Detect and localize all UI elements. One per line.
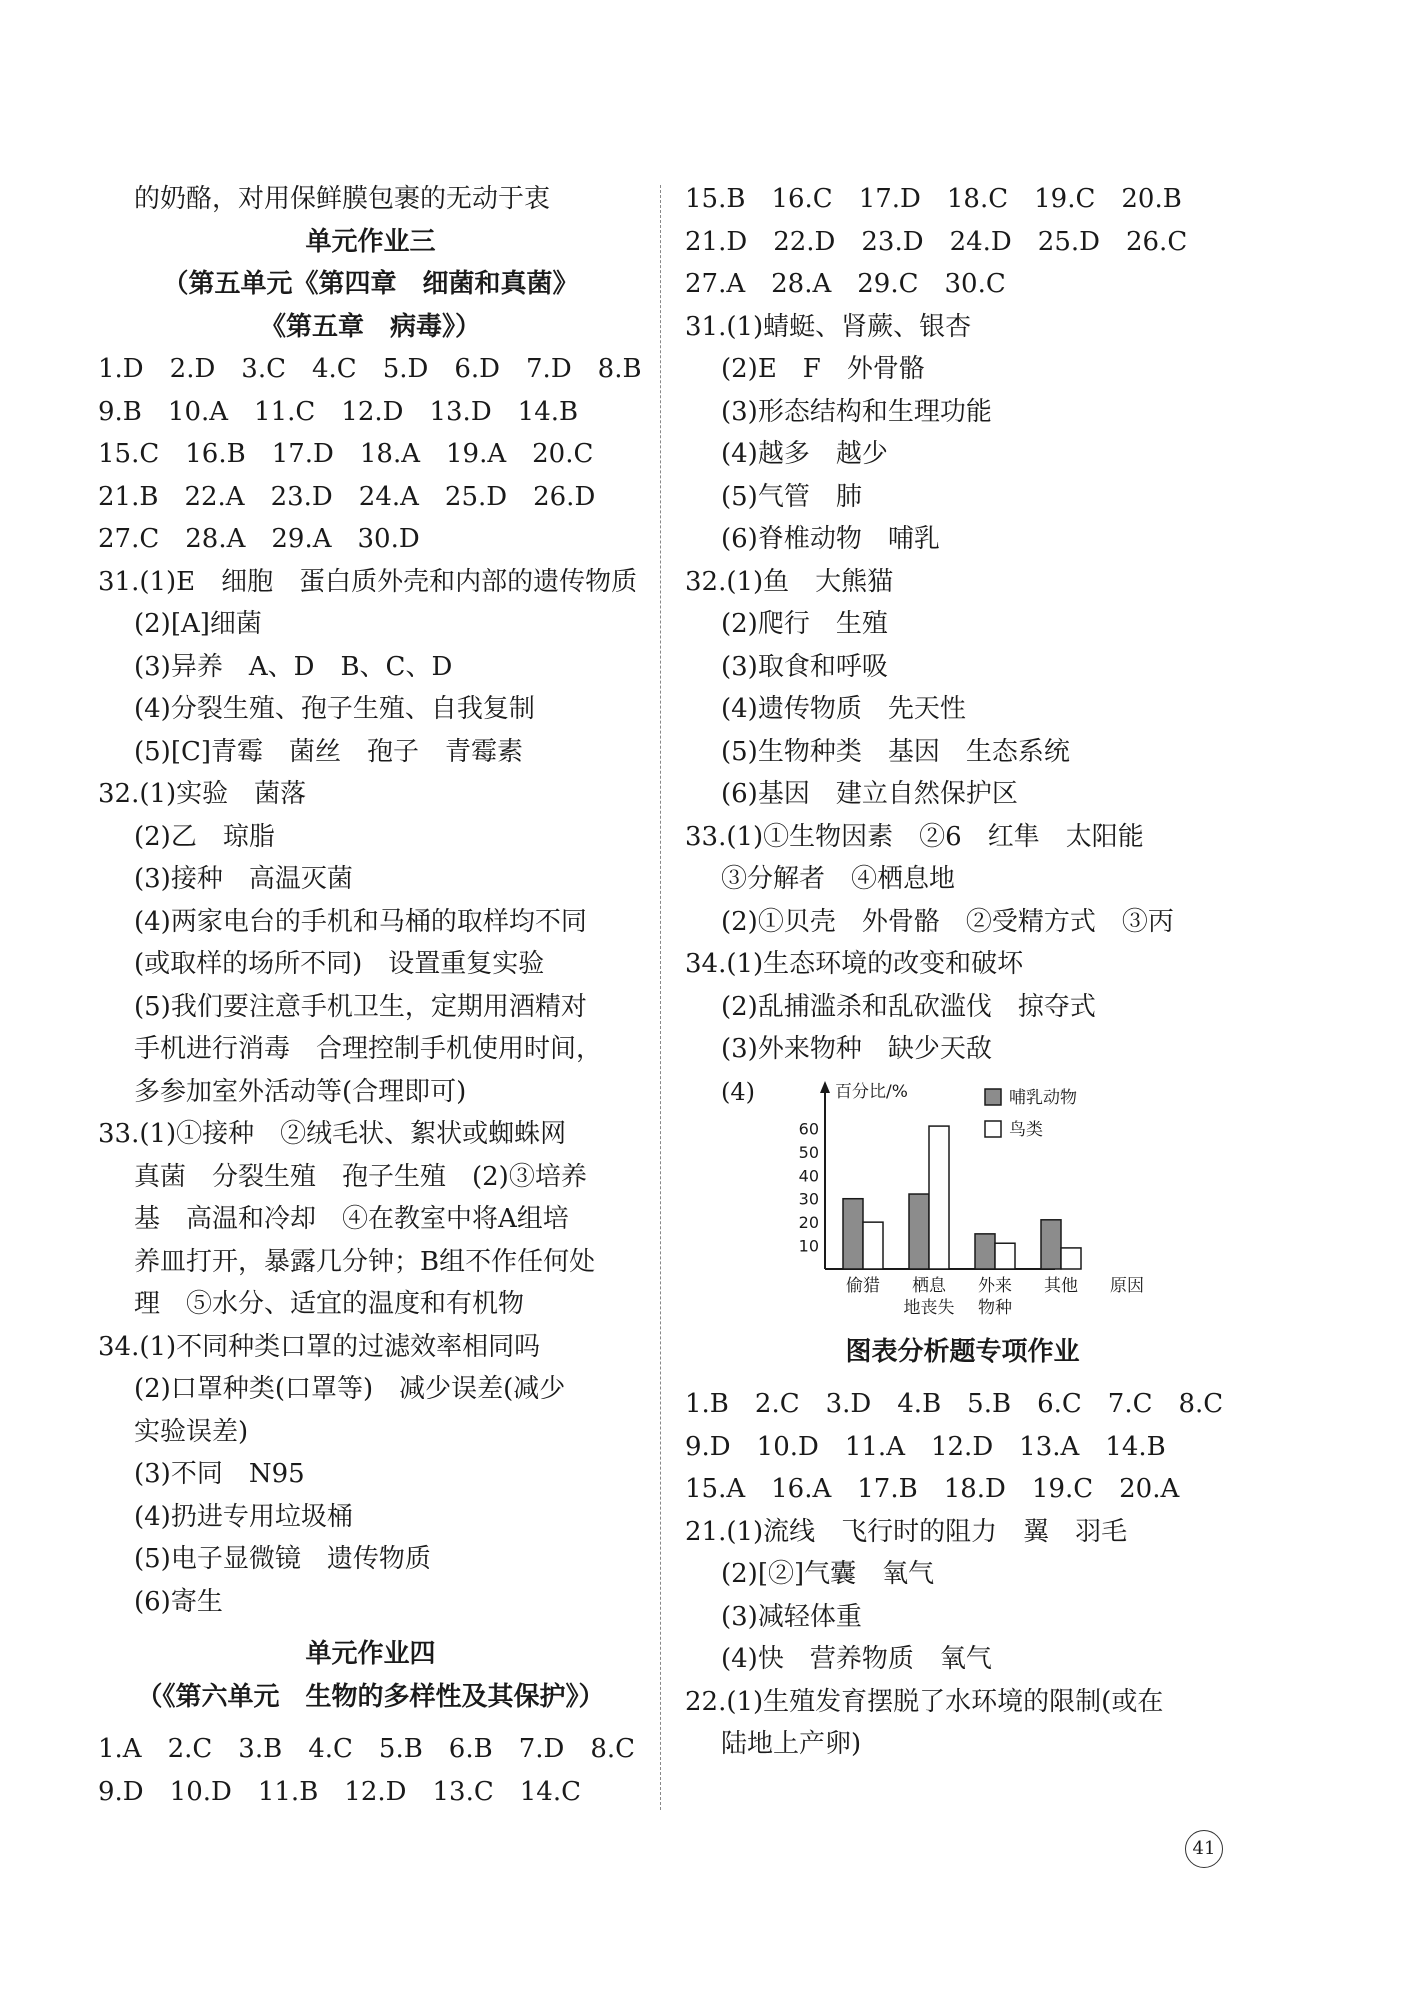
answer-line: (3)形态结构和生理功能 — [721, 396, 992, 427]
answer-line: 22.(1)生殖发育摆脱了水环境的限制(或在 — [685, 1686, 1164, 1717]
y-tick-label: 10 — [798, 1236, 819, 1256]
legend-swatch-0 — [985, 1089, 1001, 1105]
answer-line: (4)分裂生殖、孢子生殖、自我复制 — [134, 694, 535, 724]
right-column-top — [685, 178, 1240, 1071]
x-category-label: 栖息 — [912, 1275, 946, 1296]
answer-line: (3)接种 高温灭菌 — [134, 864, 353, 894]
answer-line: 手机进行消毒 合理控制手机使用时间， — [134, 1034, 603, 1064]
right-column-bottom — [685, 1321, 1240, 1766]
answer-line: 养皿打开，暴露几分钟；B组不作任何处 — [134, 1246, 596, 1277]
chart-question-label: (4) — [721, 1077, 755, 1106]
answer-line: 实验误差) — [134, 1416, 249, 1447]
answer-line: (3)减轻体重 — [721, 1601, 862, 1632]
bar-bird — [995, 1243, 1015, 1269]
x-category-label: 地丧失 — [903, 1297, 955, 1318]
bar-bird — [863, 1222, 883, 1269]
answer-line: (2)[A]细菌 — [134, 609, 262, 639]
answer-line: 33.(1)①接种 ②绒毛状、絮状或蜘蛛网 — [98, 1119, 567, 1149]
answer-line: ③分解者 ④栖息地 — [721, 864, 956, 894]
answer-line: (5)生物种类 基因 生态系统 — [721, 736, 1070, 767]
x-category-label: 原因 — [1110, 1275, 1144, 1296]
spacer — [98, 1718, 643, 1728]
bar-bird — [1061, 1247, 1081, 1268]
spacer — [98, 1623, 643, 1633]
answer-line: 21.B 22.A 23.D 24.A 25.D 26.D — [98, 481, 596, 512]
x-category-label: 外来 — [978, 1275, 1012, 1296]
answer-line: 15.A 16.A 17.B 18.D 19.C 20.A — [685, 1474, 1180, 1504]
x-category-label: 物种 — [978, 1297, 1012, 1318]
legend-label: 鸟类 — [1009, 1119, 1043, 1140]
answer-line: (5)电子显微镜 遗传物质 — [134, 1544, 431, 1574]
answer-line: 9.B 10.A 11.C 12.D 13.D 14.B — [98, 396, 579, 427]
bar-chart — [775, 1077, 1144, 1318]
answer-line: (2)乙 琼脂 — [134, 821, 275, 852]
legend-swatch-1 — [985, 1121, 1001, 1137]
answer-line: (4)两家电台的手机和马桶的取样均不同 — [134, 906, 587, 937]
answer-line: 31.(1)蜻蜓、肾蕨、银杏 — [685, 311, 972, 342]
chart-block — [685, 1071, 1240, 1321]
answer-line: (4)遗传物质 先天性 — [721, 694, 966, 724]
page-number: 41 — [1185, 1830, 1223, 1868]
answer-line: 32.(1)鱼 大熊猫 — [685, 566, 894, 597]
answer-line: (6)脊椎动物 哺乳 — [721, 524, 940, 554]
answer-line: 32.(1)实验 菌落 — [98, 779, 307, 809]
answer-line: 21.(1)流线 飞行时的阻力 翼 羽毛 — [685, 1516, 1128, 1547]
answer-line: (2)口罩种类(口罩等) 减少误差(减少 — [134, 1374, 566, 1404]
answer-line: 27.C 28.A 29.A 30.D — [98, 524, 420, 554]
answer-line: 34.(1)不同种类口罩的过滤效率相同吗 — [98, 1331, 541, 1362]
y-tick-label: 50 — [798, 1142, 819, 1162]
answer-line: (4)扔进专用垃圾桶 — [134, 1501, 353, 1532]
answer-line: 27.A 28.A 29.C 30.C — [685, 269, 1006, 299]
x-category-label: 偷猎 — [846, 1275, 880, 1296]
y-tick-label: 30 — [798, 1189, 819, 1209]
section-title: 图表分析题专项作业 — [845, 1336, 1080, 1367]
answer-line: (3)不同 N95 — [134, 1459, 305, 1489]
answer-line: (3)异养 A、D B、C、D — [134, 651, 453, 682]
answer-line: 33.(1)①生物因素 ②6 红隼 太阳能 — [685, 821, 1144, 852]
answer-line: 1.D 2.D 3.C 4.C 5.D 6.D 7.D 8.B — [98, 354, 642, 384]
answer-line: (6)基因 建立自然保护区 — [721, 779, 1018, 809]
answer-line: 1.A 2.C 3.B 4.C 5.B 6.B 7.D 8.C — [98, 1734, 636, 1764]
answer-line: 15.B 16.C 17.D 18.C 19.C 20.B — [685, 184, 1182, 214]
answer-line: 9.D 10.D 11.B 12.D 13.C 14.C — [98, 1776, 581, 1807]
answer-line: 31.(1)E 细胞 蛋白质外壳和内部的遗传物质 — [98, 566, 638, 597]
y-tick-label: 40 — [798, 1165, 819, 1185]
bar-mammal — [909, 1194, 929, 1269]
answer-line: (2)[②]气囊 氧气 — [721, 1559, 935, 1589]
answer-line: 理 ⑤水分、适宜的温度和有机物 — [134, 1289, 525, 1319]
spacer — [685, 1373, 1240, 1383]
section-title: 《第五章 病毒》） — [259, 311, 481, 342]
answer-line: 1.B 2.C 3.D 4.B 5.B 6.C 7.C 8.C — [685, 1389, 1224, 1419]
answer-line: (4)越多 越少 — [721, 439, 888, 469]
section-title: 单元作业四 — [305, 1639, 436, 1669]
answer-line: (5)气管 肺 — [721, 481, 862, 512]
bar-mammal — [843, 1198, 863, 1268]
answer-line: 陆地上产卵) — [721, 1729, 862, 1759]
section-title: （《第六单元 生物的多样性及其保护》） — [136, 1681, 605, 1712]
y-axis-label: 百分比/% — [835, 1081, 908, 1102]
x-category-label: 其他 — [1044, 1275, 1078, 1296]
bar-mammal — [1041, 1219, 1061, 1268]
answer-line: (2)乱捕滥杀和乱砍滥伐 掠夺式 — [721, 991, 1096, 1022]
answer-line: (6)寄生 — [134, 1586, 223, 1617]
right-column — [685, 178, 1240, 1766]
left-column — [98, 178, 643, 1813]
y-tick-label: 20 — [798, 1212, 819, 1232]
answer-line: (5)[C]青霉 菌丝 孢子 青霉素 — [134, 736, 524, 767]
answer-line: (3)外来物种 缺少天敌 — [721, 1034, 992, 1064]
answer-line: (或取样的场所不同) 设置重复实验 — [134, 949, 545, 979]
spacer — [685, 1321, 1240, 1331]
bar-mammal — [975, 1233, 995, 1268]
answer-line: 34.(1)生态环境的改变和破坏 — [685, 949, 1024, 979]
answer-line: (3)取食和呼吸 — [721, 651, 888, 682]
answer-line: (2)E F 外骨骼 — [721, 354, 925, 384]
section-title: （第五单元《第四章 细菌和真菌》 — [162, 269, 579, 299]
answer-line: 15.C 16.B 17.D 18.A 19.A 20.C — [98, 439, 594, 469]
y-axis-arrow — [820, 1081, 830, 1093]
answer-line: (4)快 营养物质 氧气 — [721, 1644, 992, 1674]
answer-line: (5)我们要注意手机卫生，定期用酒精对 — [134, 991, 587, 1022]
answer-line: 的奶酪，对用保鲜膜包裹的无动于衷 — [134, 184, 551, 214]
answer-line: 真菌 分裂生殖 孢子生殖 (2)③培养 — [134, 1161, 587, 1192]
legend-label: 哺乳动物 — [1009, 1087, 1077, 1108]
bar-bird — [929, 1126, 949, 1269]
answer-line: 9.D 10.D 11.A 12.D 13.A 14.B — [685, 1431, 1166, 1462]
answer-line: 21.D 22.D 23.D 24.D 25.D 26.C — [685, 226, 1188, 257]
y-tick-label: 60 — [798, 1118, 819, 1138]
answer-line: 基 高温和冷却 ④在教室中将A组培 — [134, 1204, 569, 1234]
answer-line: (2)①贝壳 外骨骼 ②受精方式 ③丙 — [721, 906, 1174, 937]
section-title: 单元作业三 — [305, 226, 436, 257]
answer-line: (2)爬行 生殖 — [721, 609, 888, 639]
column-divider — [660, 185, 661, 1810]
answer-line: 多参加室外活动等(合理即可) — [134, 1076, 467, 1107]
